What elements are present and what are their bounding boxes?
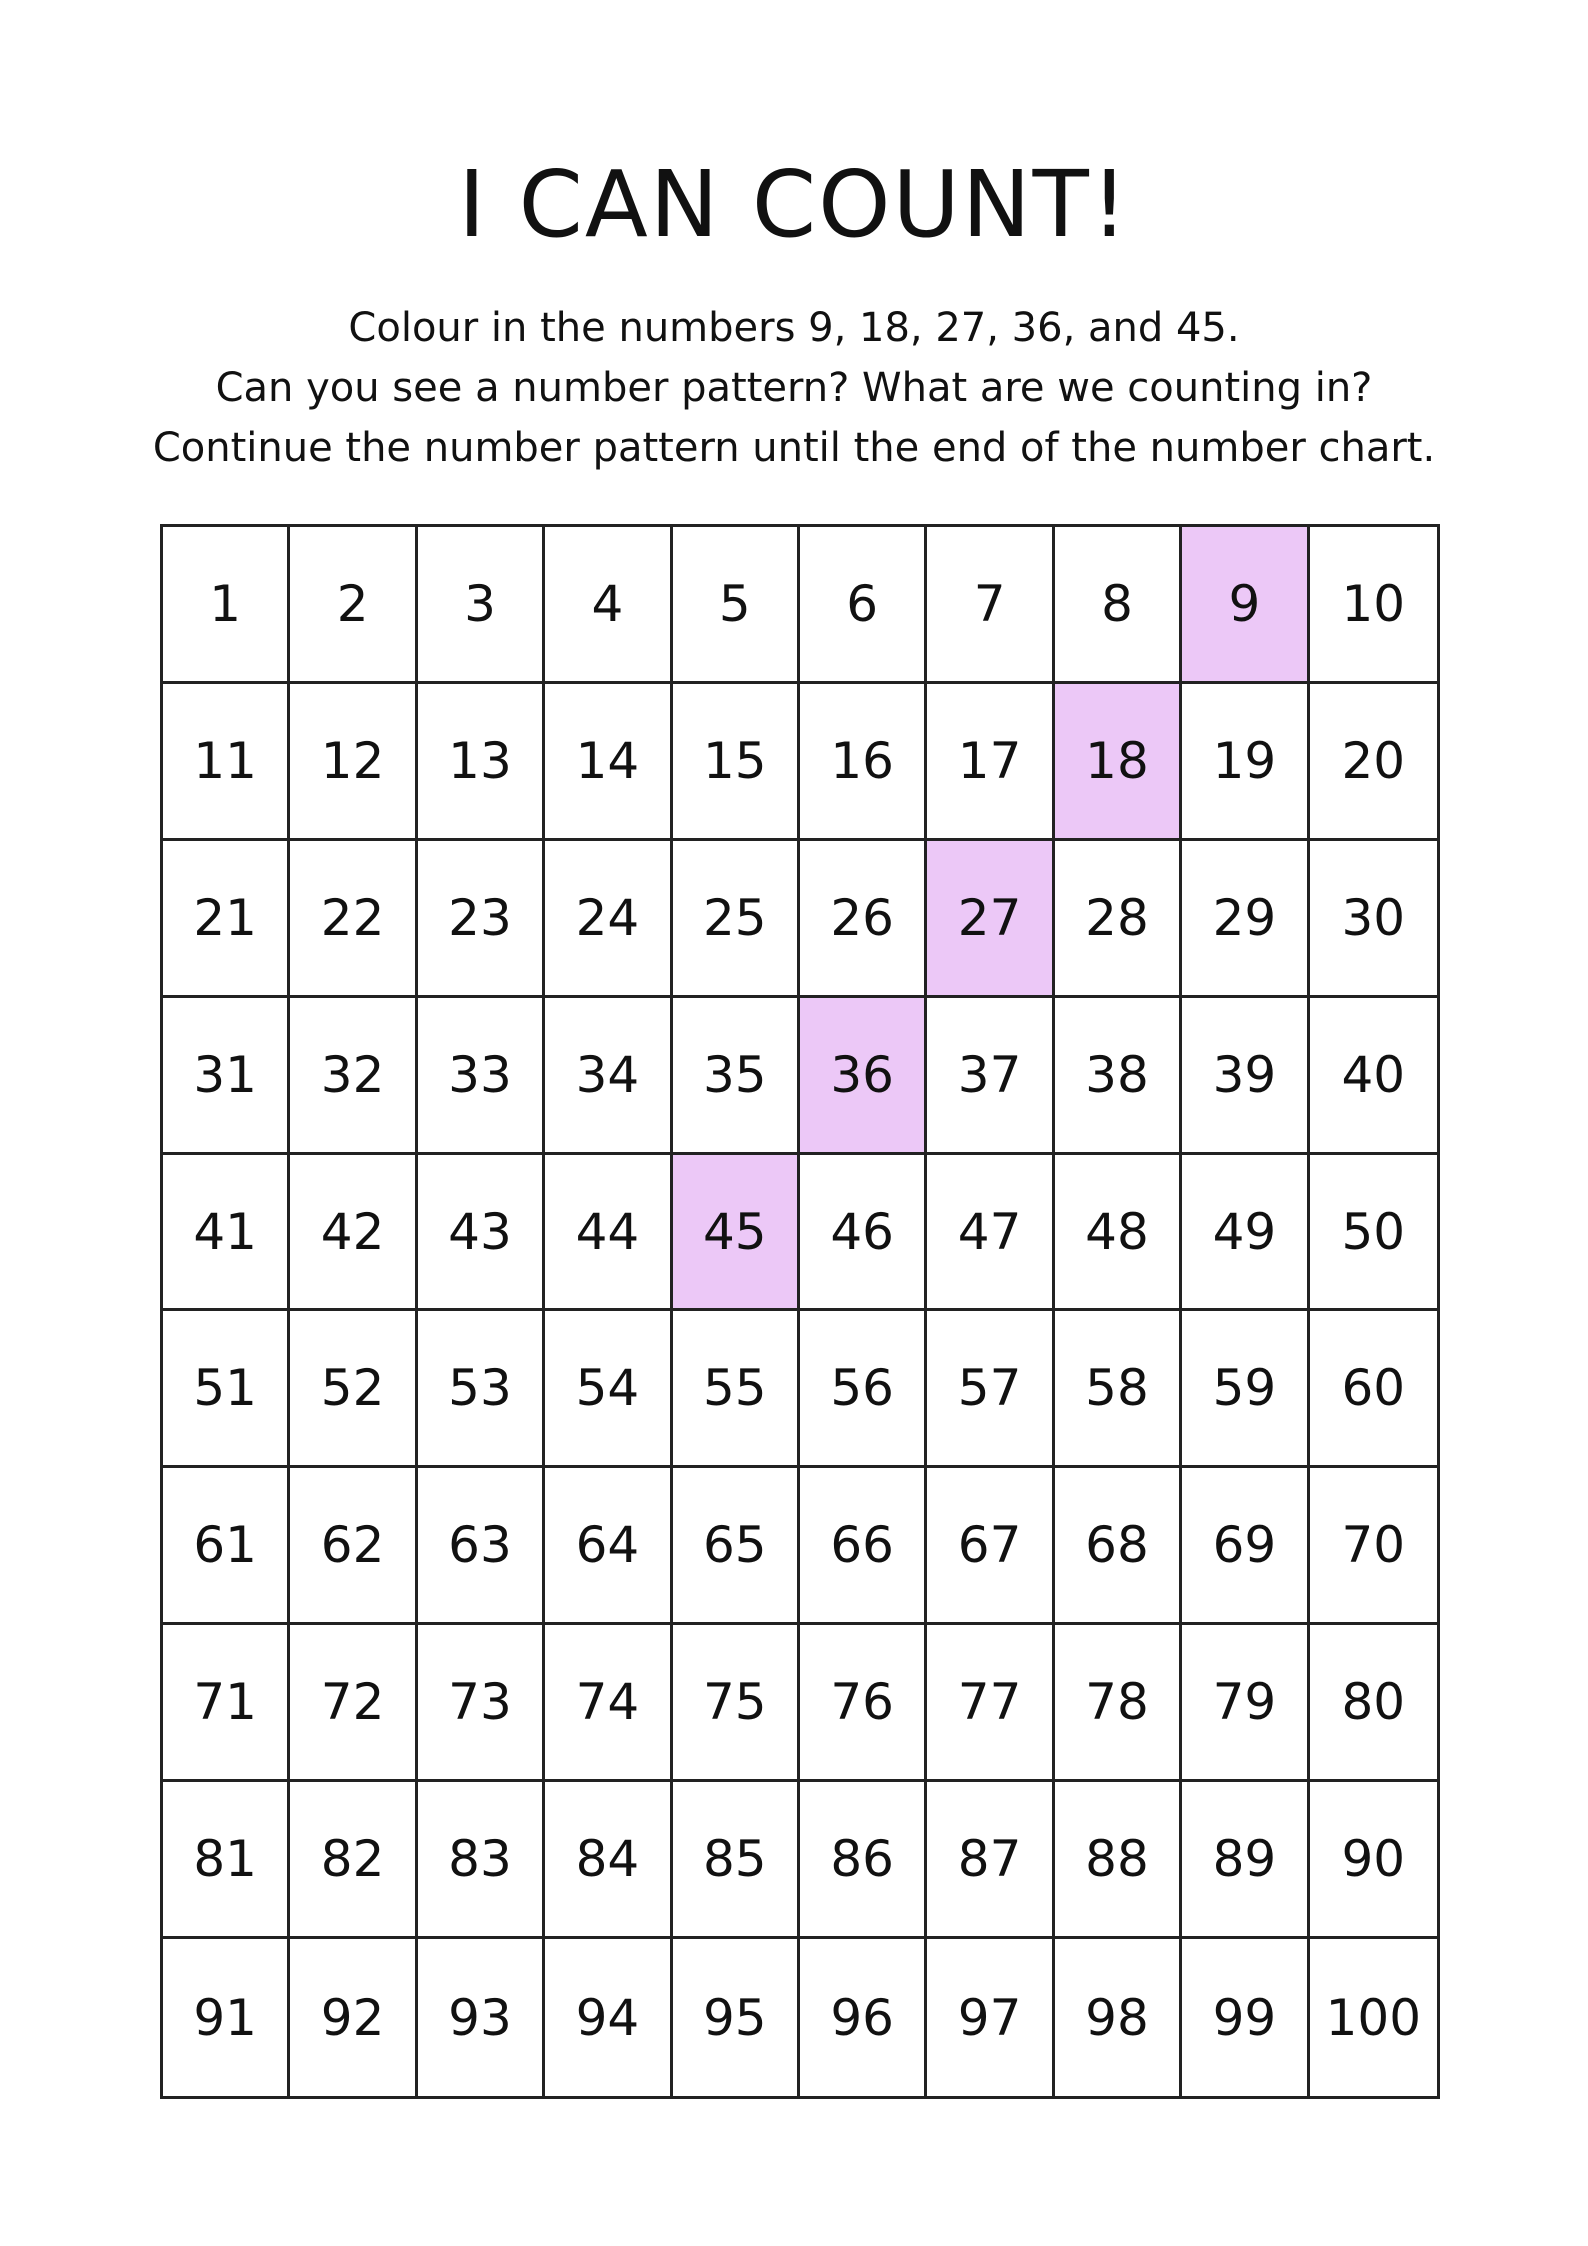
chart-cell-32[interactable]: 32 [290,998,417,1155]
chart-cell-3[interactable]: 3 [418,527,545,684]
chart-cell-19[interactable]: 19 [1182,684,1309,841]
chart-cell-95[interactable]: 95 [673,1939,800,2096]
chart-cell-6[interactable]: 6 [800,527,927,684]
chart-cell-33[interactable]: 33 [418,998,545,1155]
chart-cell-38[interactable]: 38 [1055,998,1182,1155]
chart-cell-79[interactable]: 79 [1182,1625,1309,1782]
chart-cell-42[interactable]: 42 [290,1155,417,1312]
chart-cell-55[interactable]: 55 [673,1311,800,1468]
instruction-line: Can you see a number pattern? What are we counting in? [215,365,1373,411]
chart-cell-36[interactable]: 36 [800,998,927,1155]
chart-cell-66[interactable]: 66 [800,1468,927,1625]
chart-cell-30[interactable]: 30 [1310,841,1437,998]
chart-cell-20[interactable]: 20 [1310,684,1437,841]
chart-cell-48[interactable]: 48 [1055,1155,1182,1312]
chart-cell-77[interactable]: 77 [927,1625,1054,1782]
hundred-chart [160,524,1440,2099]
chart-cell-85[interactable]: 85 [673,1782,800,1939]
chart-cell-12[interactable]: 12 [290,684,417,841]
chart-cell-5[interactable]: 5 [673,527,800,684]
chart-cell-84[interactable]: 84 [545,1782,672,1939]
chart-cell-52[interactable]: 52 [290,1311,417,1468]
chart-cell-8[interactable]: 8 [1055,527,1182,684]
chart-cell-54[interactable]: 54 [545,1311,672,1468]
chart-cell-72[interactable]: 72 [290,1625,417,1782]
instruction-line: Continue the number pattern until the end of the number chart. [152,425,1436,471]
chart-cell-65[interactable]: 65 [673,1468,800,1625]
chart-cell-68[interactable]: 68 [1055,1468,1182,1625]
chart-cell-1[interactable]: 1 [163,527,290,684]
chart-cell-70[interactable]: 70 [1310,1468,1437,1625]
chart-cell-31[interactable]: 31 [163,998,290,1155]
chart-cell-50[interactable]: 50 [1310,1155,1437,1312]
chart-cell-99[interactable]: 99 [1182,1939,1309,2096]
chart-cell-80[interactable]: 80 [1310,1625,1437,1782]
chart-cell-100[interactable]: 100 [1325,1988,1422,2047]
chart-cell-39[interactable]: 39 [1182,998,1309,1155]
chart-cell-14[interactable]: 14 [545,684,672,841]
chart-cell-9[interactable]: 9 [1182,527,1309,684]
chart-cell-73[interactable]: 73 [418,1625,545,1782]
chart-cell-94[interactable]: 94 [545,1939,672,2096]
chart-cell-17[interactable]: 17 [927,684,1054,841]
chart-cell-60[interactable]: 60 [1310,1311,1437,1468]
instruction-line: Colour in the numbers 9, 18, 27, 36, and 45. [348,305,1240,351]
chart-cell-92[interactable]: 92 [290,1939,417,2096]
chart-cell-62[interactable]: 62 [290,1468,417,1625]
chart-cell-75[interactable]: 75 [673,1625,800,1782]
chart-cell-82[interactable]: 82 [290,1782,417,1939]
chart-cell-63[interactable]: 63 [418,1468,545,1625]
chart-cell-96[interactable]: 96 [800,1939,927,2096]
chart-cell-47[interactable]: 47 [927,1155,1054,1312]
chart-cell-91[interactable]: 91 [163,1939,290,2096]
chart-cell-27[interactable]: 27 [927,841,1054,998]
chart-cell-34[interactable]: 34 [545,998,672,1155]
chart-cell-89[interactable]: 89 [1182,1782,1309,1939]
chart-cell-43[interactable]: 43 [418,1155,545,1312]
chart-cell-51[interactable]: 51 [163,1311,290,1468]
page-title: I CAN COUNT! [458,151,1130,258]
chart-cell-15[interactable]: 15 [673,684,800,841]
chart-cell-67[interactable]: 67 [927,1468,1054,1625]
chart-cell-29[interactable]: 29 [1182,841,1309,998]
chart-cell-25[interactable]: 25 [673,841,800,998]
chart-cell-69[interactable]: 69 [1182,1468,1309,1625]
chart-cell-81[interactable]: 81 [163,1782,290,1939]
chart-cell-4[interactable]: 4 [545,527,672,684]
chart-cell-22[interactable]: 22 [290,841,417,998]
chart-cell-44[interactable]: 44 [545,1155,672,1312]
chart-cell-23[interactable]: 23 [418,841,545,998]
chart-cell-64[interactable]: 64 [545,1468,672,1625]
chart-cell-35[interactable]: 35 [673,998,800,1155]
chart-cell-71[interactable]: 71 [163,1625,290,1782]
instructions [0,298,1588,478]
chart-cell-87[interactable]: 87 [927,1782,1054,1939]
chart-cell-74[interactable]: 74 [545,1625,672,1782]
chart-cell-57[interactable]: 57 [927,1311,1054,1468]
chart-cell-45[interactable]: 45 [673,1155,800,1312]
chart-cell-83[interactable]: 83 [418,1782,545,1939]
chart-cell-10[interactable]: 10 [1310,527,1437,684]
chart-cell-88[interactable]: 88 [1055,1782,1182,1939]
chart-cell-97[interactable]: 97 [927,1939,1054,2096]
chart-cell-93[interactable]: 93 [418,1939,545,2096]
chart-cell-11[interactable]: 11 [163,684,290,841]
chart-cell-28[interactable]: 28 [1055,841,1182,998]
chart-cell-59[interactable]: 59 [1182,1311,1309,1468]
chart-cell-53[interactable]: 53 [418,1311,545,1468]
chart-cell-98[interactable]: 98 [1055,1939,1182,2096]
chart-cell-24[interactable]: 24 [545,841,672,998]
chart-cell-56[interactable]: 56 [800,1311,927,1468]
chart-cell-26[interactable]: 26 [800,841,927,998]
chart-cell-18[interactable]: 18 [1055,684,1182,841]
chart-cell-2[interactable]: 2 [290,527,417,684]
chart-cell-16[interactable]: 16 [800,684,927,841]
chart-cell-46[interactable]: 46 [800,1155,927,1312]
chart-cell-61[interactable]: 61 [163,1468,290,1625]
chart-cell-90[interactable]: 90 [1310,1782,1437,1939]
chart-cell-41[interactable]: 41 [163,1155,290,1312]
chart-cell-7[interactable]: 7 [927,527,1054,684]
chart-cell-49[interactable]: 49 [1182,1155,1309,1312]
chart-cell-78[interactable]: 78 [1055,1625,1182,1782]
chart-cell-21[interactable]: 21 [163,841,290,998]
chart-cell-37[interactable]: 37 [927,998,1054,1155]
chart-cell-76[interactable]: 76 [800,1625,927,1782]
chart-cell-58[interactable]: 58 [1055,1311,1182,1468]
chart-cell-40[interactable]: 40 [1310,998,1437,1155]
chart-cell-13[interactable]: 13 [418,684,545,841]
chart-cell-86[interactable]: 86 [800,1782,927,1939]
